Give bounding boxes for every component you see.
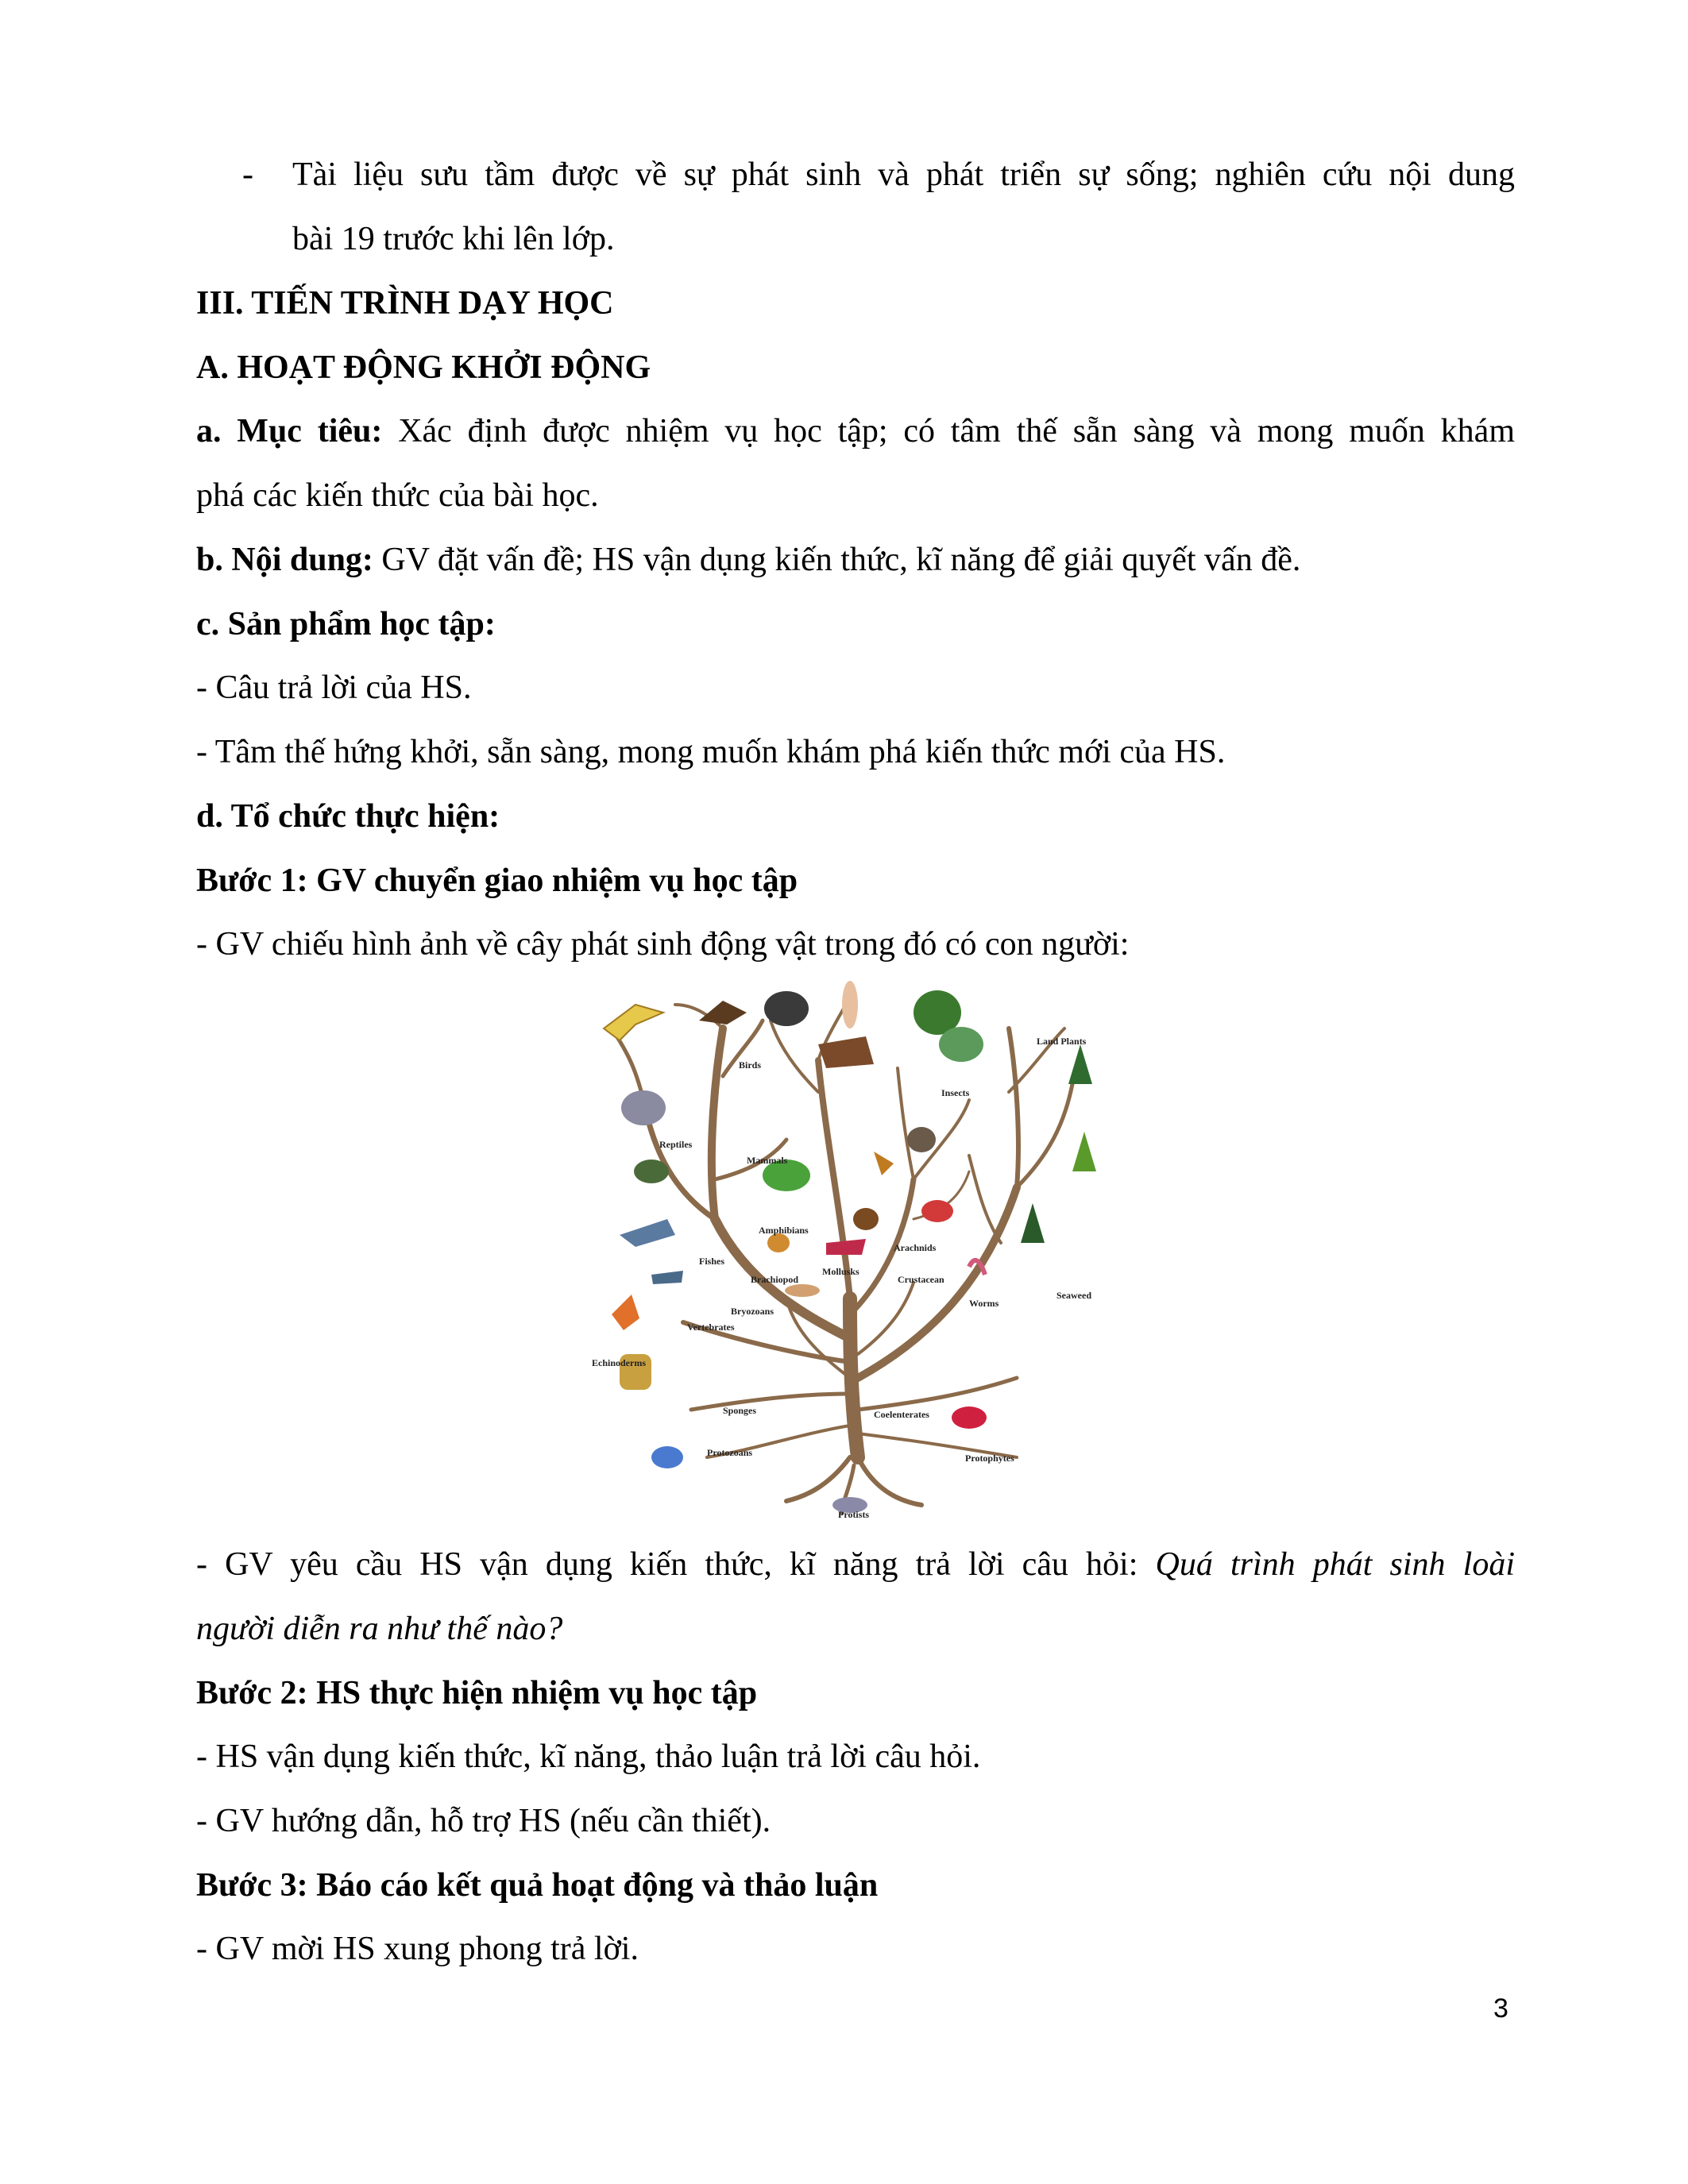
buoc1-title: Bước 1: GV chuyển giao nhiệm vụ học tập <box>196 862 798 899</box>
label-bryozoans: Bryozoans <box>731 1306 774 1317</box>
label-brachiopod: Brachiopod <box>751 1274 799 1285</box>
label-land-plants: Land Plants <box>1037 1036 1087 1047</box>
label-sponges: Sponges <box>723 1405 757 1416</box>
buoc1-ask-prefix: - GV yêu cầu HS vận dụng kiến thức, kĩ năng trả lời câu hỏi: <box>196 1546 1156 1583</box>
buoc2-title: Bước 2: HS thực hiện nhiệm vụ học tập <box>196 1675 758 1711</box>
san-pham-item-2: - Tâm thế hứng khởi, sẵn sàng, mong muốn khám phá kiến thức mới của HS. <box>196 734 1226 770</box>
label-mammals: Mammals <box>747 1155 788 1166</box>
san-pham-label: c. Sản phẩm học tập: <box>196 606 496 642</box>
buoc2-item-1: - HS vận dụng kiến thức, kĩ năng, thảo luận trả lời câu hỏi. <box>196 1738 981 1775</box>
label-mollusks: Mollusks <box>822 1266 859 1277</box>
label-protozoans: Protozoans <box>707 1447 753 1458</box>
label-fishes: Fishes <box>699 1256 725 1267</box>
heading-a: A. HOẠT ĐỘNG KHỞI ĐỘNG <box>196 349 651 386</box>
label-vertebrates: Vertebrates <box>687 1322 735 1333</box>
buoc1-question-1: Quá trình phát sinh loài <box>1155 1546 1515 1583</box>
label-protophytes: Protophytes <box>965 1453 1014 1464</box>
label-amphibians: Amphibians <box>759 1225 809 1236</box>
label-protists: Protists <box>838 1509 870 1520</box>
buoc1-intro: - GV chiếu hình ảnh về cây phát sinh động vật trong đó có con người: <box>196 926 1130 963</box>
san-pham-item-1: - Câu trả lời của HS. <box>196 669 472 706</box>
noi-dung-line <box>196 541 1515 579</box>
buoc2-item-2: - GV hướng dẫn, hỗ trợ HS (nếu cần thiết). <box>196 1803 771 1839</box>
to-chuc-label: d. Tổ chức thực hiện: <box>196 798 500 835</box>
bullet-line-2: bài 19 trước khi lên lớp. <box>292 221 615 257</box>
label-arachnids: Arachnids <box>894 1242 937 1253</box>
noi-dung-label: b. Nội dung: <box>196 542 373 578</box>
buoc1-question-2: người diễn ra như thế nào? <box>196 1611 563 1647</box>
muc-tieu-line-2: phá các kiến thức của bài học. <box>196 477 599 514</box>
buoc3-title: Bước 3: Báo cáo kết quả hoạt động và thảo luận <box>196 1867 879 1904</box>
muc-tieu-text-1: Xác định được nhiệm vụ học tập; có tâm thế sẵn sàng và mong muốn khám <box>382 413 1515 450</box>
page-number: 3 <box>1493 1993 1508 2024</box>
label-worms: Worms <box>969 1298 999 1309</box>
bullet-dash: - <box>242 156 253 193</box>
noi-dung-text: GV đặt vấn đề; HS vận dụng kiến thức, kĩ năng để giải quyết vấn đề. <box>373 542 1301 578</box>
label-insects: Insects <box>941 1087 970 1098</box>
muc-tieu-label: a. Mục tiêu: <box>196 413 383 450</box>
muc-tieu-line-1 <box>196 412 1515 450</box>
phylogenetic-tree-figure <box>588 981 1128 1521</box>
label-crustacean: Crustacean <box>898 1274 944 1285</box>
heading-iii: III. TIẾN TRÌNH DẠY HỌC <box>196 285 614 322</box>
label-echinoderms: Echinoderms <box>592 1357 647 1368</box>
label-reptiles: Reptiles <box>659 1139 693 1150</box>
buoc3-item-1: - GV mời HS xung phong trả lời. <box>196 1931 639 1967</box>
label-seaweed: Seaweed <box>1056 1290 1091 1301</box>
label-birds: Birds <box>739 1059 762 1071</box>
bullet-line-1: Tài liệu sưu tầm được về sự phát sinh và phát triển sự sống; nghiên cứu nội dung <box>292 156 1515 193</box>
buoc1-ask-line-1 <box>196 1545 1515 1584</box>
label-coelenterates: Coelenterates <box>874 1409 929 1420</box>
